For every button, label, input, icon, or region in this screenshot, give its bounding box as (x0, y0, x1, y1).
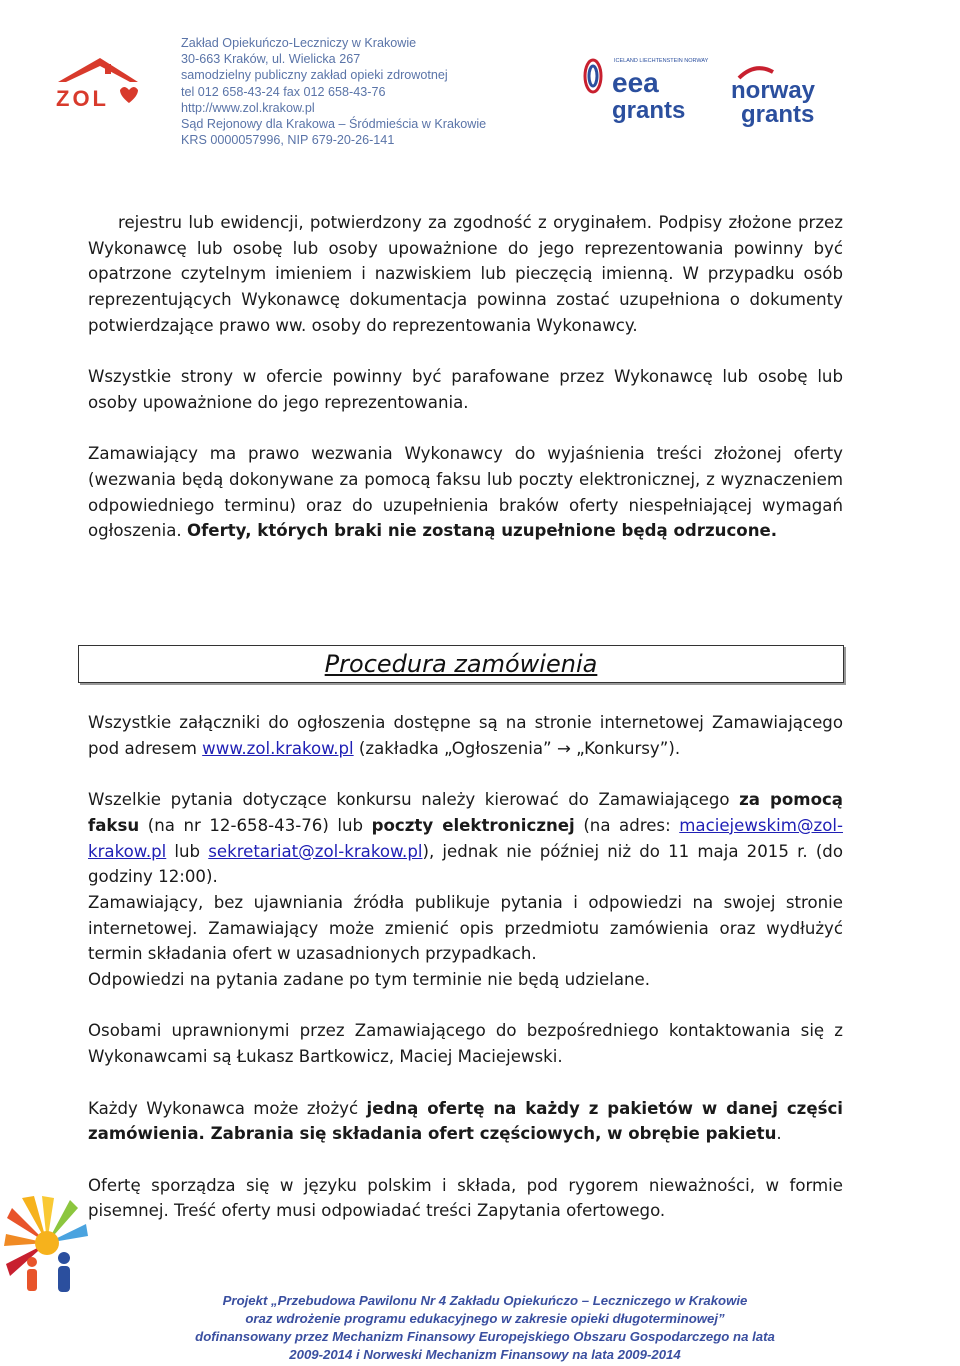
org-name: Zakład Opiekuńczo-Leczniczy w Krakowie (181, 36, 417, 50)
sun-people-logo (2, 1188, 92, 1298)
paragraph-contacts: Osobami uprawnionymi przez Zamawiającego do bezpośredniego kontaktowania się z Wykonawcami są Łukasz Bartkowicz, Maciej Maciejewski. (88, 1021, 843, 1067)
paragraph-questions (88, 787, 843, 890)
paragraph-text: Podpisy złożone przez Wykonawcę lub osobę lub osoby upoważnione do jego reprezentowania powinny być opatrzone czytelnym imieniem i nazwiskiem lub pieczęcią imienną. W przypadku osób reprezentujących Wykonawcę dokumentacja powinna zostać uzupełniona o dokumenty potwierdzające prawo ww. osoby do reprezentowania Wykonawcy. (88, 213, 843, 335)
paragraph-signatures (88, 210, 843, 339)
paragraph-bold-text: Oferty, których braki nie zostaną uzupełnione będą odrzucone. (186, 521, 778, 541)
document-body-top (88, 210, 843, 544)
document-body-bottom (88, 710, 843, 1224)
paragraph-one-offer (88, 1096, 843, 1147)
paragraph-language: Ofertę sporządza się w języku polskim i składa, pod rygorem nieważności, w formie pisemnej. Treść oferty musi odpowiadać treści Zapytania ofertowego. (88, 1175, 843, 1221)
email-link-maciejewski[interactable]: maciejewskim@zol-krakow.pl (88, 815, 843, 861)
org-phone: tel 012 658-43-24 fax 012 658-43-76 (181, 84, 386, 99)
paragraph-text: (na adres: (583, 815, 671, 835)
paragraph-text: (na nr 12-658-43-76) lub (147, 815, 364, 835)
organization-info (181, 35, 486, 148)
zol-logo-text: ZOL (56, 86, 109, 111)
section-title-box (78, 645, 844, 683)
footer-line: 2009-2014 i Norweski Mechanizm Finansowy na lata 2009-2014 (289, 1347, 681, 1362)
paragraph-text: ), jednak nie później niż do 11 maja 2015 r. (do godziny 12:00). (88, 841, 843, 887)
footer-line: Projekt „Przebudowa Pawilonu Nr 4 Zakładu Opiekuńczo – Leczniczego w Krakowie (222, 1293, 748, 1308)
paragraph-text: rejestru lub ewidencji, potwierdzony za zgodność z oryginałem. (118, 213, 653, 232)
paragraph-text: Wszystkie załączniki do ogłoszenia dostępne są na stronie internetowej Zamawiającego pod adresem (88, 713, 843, 758)
norway-logo-line1: norway (731, 77, 816, 104)
paragraph-clarification (88, 441, 843, 544)
eea-logo-line1: eea (612, 67, 659, 98)
letterhead (0, 0, 960, 160)
arrow-icon: → (556, 738, 571, 758)
section-title: Procedura zamówienia (324, 650, 598, 678)
footer-line: dofinansowany przez Mechanizm Finansowy Europejskiego Obszaru Gospodarczego na lata (195, 1329, 775, 1344)
paragraph-text: . (776, 1124, 782, 1144)
paragraph-text: Zamawiający ma prawo wezwania Wykonawcy do wyjaśnienia treści złożonej oferty (wezwania będą dokonywane za pomocą faksu lub poczty elektronicznej, z wyznaczeniem odpowiedniego terminu) oraz do uzupełnienia braków oferty niespełniającej wymagań ogłoszenia. (88, 444, 843, 541)
org-website[interactable]: http://www.zol.krakow.pl (181, 100, 315, 115)
website-link[interactable]: www.zol.krakow.pl (202, 738, 354, 758)
project-footer (130, 1292, 840, 1364)
paragraph-late-questions: Odpowiedzi na pytania zadane po tym terminie nie będą udzielane. (88, 970, 650, 990)
eea-grants-logo (578, 52, 709, 130)
paragraph-attachments (88, 710, 843, 761)
org-type: samodzielny publiczny zakład opieki zdrowotnej (181, 68, 448, 83)
org-krs: KRS 0000057996, NIP 679-20-26-141 (181, 133, 395, 148)
paragraph-bold-text: jedną ofertę na każdy z pakietów w danej części zamówienia. Zabrania się składania ofert częściowych, w obrębie pakietu (88, 1098, 843, 1144)
paragraph-text: Wszelkie pytania dotyczące konkursu należy kierować do Zamawiającego (88, 790, 730, 810)
zol-logo (50, 56, 140, 116)
paragraph-text: (zakładka „Ogłoszenia” (358, 738, 552, 758)
paragraph-publication: Zamawiający, bez ujawniania źródła publikuje pytania i odpowiedzi na swojej stronie internetowej. Zamawiający może zmienić opis przedmiotu zamówienia oraz wydłużyć termin składania ofert w uzasadnionych przypadkach. (88, 892, 843, 964)
paragraph-text: „Konkursy”). (576, 738, 681, 758)
footer-line: oraz wdrożenie programu edukacyjnego w zakresie opieki długoterminowej” (245, 1311, 725, 1326)
org-court: Sąd Rejonowy dla Krakowa – Śródmieścia w Krakowie (181, 117, 487, 132)
eea-logo-small-text: ICELAND LIECHTENSTEIN NORWAY (614, 58, 709, 64)
paragraph-initials: Wszystkie strony w ofercie powinny być parafowane przez Wykonawcę lub osobę lub osoby upoważnione do jego reprezentowania. (88, 367, 843, 412)
paragraph-text: lub (174, 841, 201, 861)
norway-logo-line2: grants (741, 101, 815, 128)
norway-grants-logo (727, 62, 837, 130)
eea-logo-line2: grants (612, 97, 686, 124)
org-address: 30-663 Kraków, ul. Wielicka 267 (181, 52, 361, 67)
paragraph-bold-text: za pomocą faksu (88, 790, 843, 835)
paragraph-bold-text: poczty elektronicznej (371, 815, 575, 835)
paragraph-text: Każdy Wykonawca może złożyć (88, 1098, 359, 1118)
email-link-sekretariat[interactable]: sekretariat@zol-krakow.pl (208, 841, 423, 861)
